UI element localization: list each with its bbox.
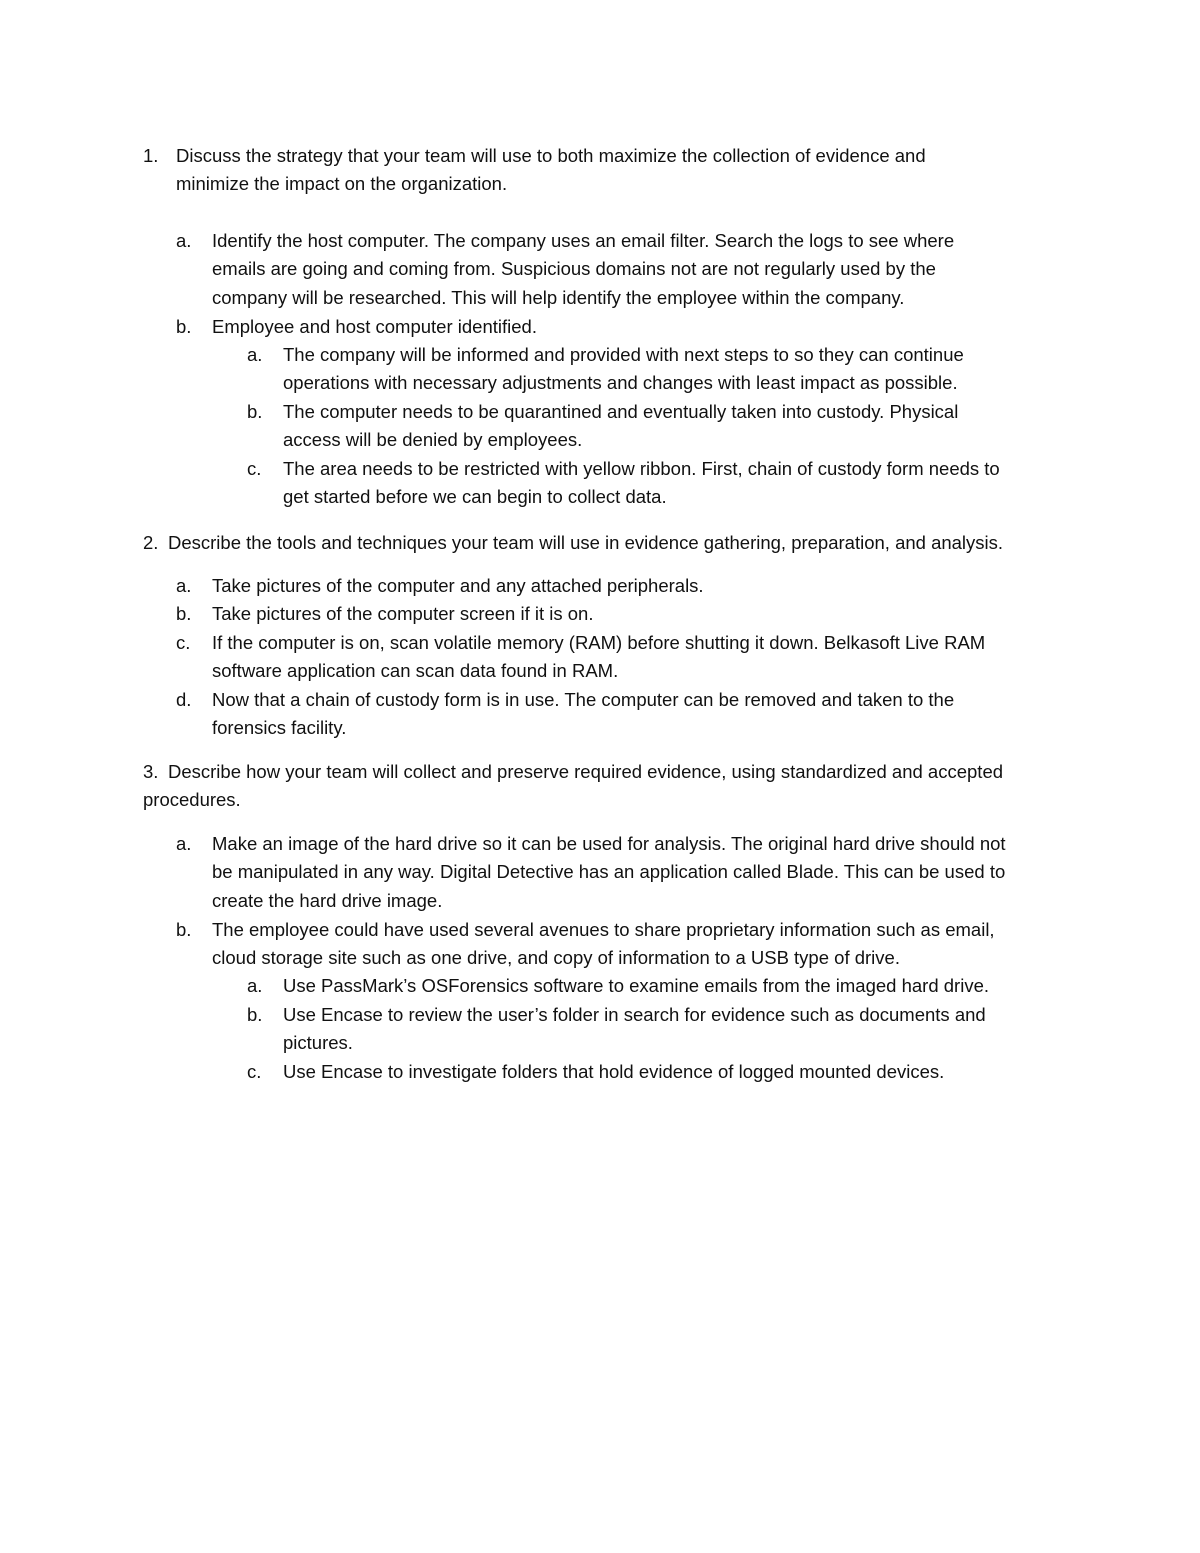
section-2-item-d-marker: d. <box>176 689 192 710</box>
section-1-item-b-sub-a-line-1: The company will be informed and provided with next steps to so they can continue <box>283 344 964 365</box>
section-1-item-b-sub-a-marker: a. <box>247 344 263 365</box>
section-1-item-b-line-1: Employee and host computer identified. <box>212 316 537 337</box>
section-1-item-b-sub-c-line-2: get started before we can begin to collect data. <box>283 486 667 507</box>
section-3-item-a-line-1: Make an image of the hard drive so it can be used for analysis. The original hard drive should not <box>212 833 1006 854</box>
section-1-line-2: minimize the impact on the organization. <box>176 173 508 194</box>
section-1-item-b-sub-c-line-1: The area needs to be restricted with yellow ribbon. First, chain of custody form needs to <box>283 458 1000 479</box>
section-3-item-b-sub-b-marker: b. <box>247 1004 263 1025</box>
section-2-item-c-marker: c. <box>176 632 191 653</box>
section-3-item-b-marker: b. <box>176 919 192 940</box>
section-1-item-b-sub-c-marker: c. <box>247 458 262 479</box>
section-1-item-a-line-3: company will be researched. This will help identify the employee within the company. <box>212 287 905 308</box>
section-1-item-b-sub-b-line-2: access will be denied by employees. <box>283 429 583 450</box>
section-3-item-a-line-3: create the hard drive image. <box>212 890 443 911</box>
section-3-item-a-line-2: be manipulated in any way. Digital Detective has an application called Blade. This can be used to <box>212 861 1006 882</box>
section-2-item-b-line-1: Take pictures of the computer screen if it is on. <box>212 603 594 624</box>
section-2-item-b-marker: b. <box>176 603 192 624</box>
section-3-line-2: procedures. <box>143 789 241 810</box>
section-3-item-b-sub-b-line-2: pictures. <box>283 1032 353 1053</box>
section-3-item-b-sub-a-line-1: Use PassMark’s OSForensics software to examine emails from the imaged hard drive. <box>283 975 990 996</box>
section-3-item-b-sub-c-line-1: Use Encase to investigate folders that hold evidence of logged mounted devices. <box>283 1061 945 1082</box>
section-1-line-1: Discuss the strategy that your team will use to both maximize the collection of evidence and <box>176 145 926 166</box>
section-3-item-b-line-1: The employee could have used several avenues to share proprietary information such as email, <box>212 919 995 940</box>
section-1-item-a-marker: a. <box>176 230 192 251</box>
section-3-line-1: Describe how your team will collect and preserve required evidence, using standardized and accepted <box>168 761 1004 782</box>
section-1-item-b-sub-b-line-1: The computer needs to be quarantined and eventually taken into custody. Physical <box>283 401 959 422</box>
section-1-item-a-line-2: emails are going and coming from. Suspicious domains not are not regularly used by the <box>212 258 936 279</box>
section-2-line-1: Describe the tools and techniques your team will use in evidence gathering, preparation, and analysis. <box>168 532 1004 553</box>
section-3-item-b-sub-a-marker: a. <box>247 975 263 996</box>
section-3-item-b-sub-c-marker: c. <box>247 1061 262 1082</box>
section-1-item-b-marker: b. <box>176 316 192 337</box>
section-2-item-d-line-2: forensics facility. <box>212 717 347 738</box>
section-2-item-a-line-1: Take pictures of the computer and any attached peripherals. <box>212 575 704 596</box>
section-1-item-a-line-1: Identify the host computer. The company uses an email filter. Search the logs to see where <box>212 230 955 251</box>
section-3-item-b-sub-b-line-1: Use Encase to review the user’s folder in search for evidence such as documents and <box>283 1004 986 1025</box>
section-1-item-b-sub-a-line-2: operations with necessary adjustments and changes with least impact as possible. <box>283 372 958 393</box>
section-1-marker: 1. <box>143 145 159 166</box>
section-1-item-b-sub-b-marker: b. <box>247 401 263 422</box>
section-2-item-d-line-1: Now that a chain of custody form is in use. The computer can be removed and taken to the <box>212 689 955 710</box>
section-2-item-c-line-1: If the computer is on, scan volatile memory (RAM) before shutting it down. Belkasoft Live RAM <box>212 632 986 653</box>
section-2-item-a-marker: a. <box>176 575 192 596</box>
section-3-marker: 3. <box>143 761 159 782</box>
section-3-item-a-marker: a. <box>176 833 192 854</box>
section-2-marker: 2. <box>143 532 159 553</box>
section-2-item-c-line-2: software application can scan data found in RAM. <box>212 660 619 681</box>
section-3-item-b-line-2: cloud storage site such as one drive, and copy of information to a USB type of drive. <box>212 947 900 968</box>
